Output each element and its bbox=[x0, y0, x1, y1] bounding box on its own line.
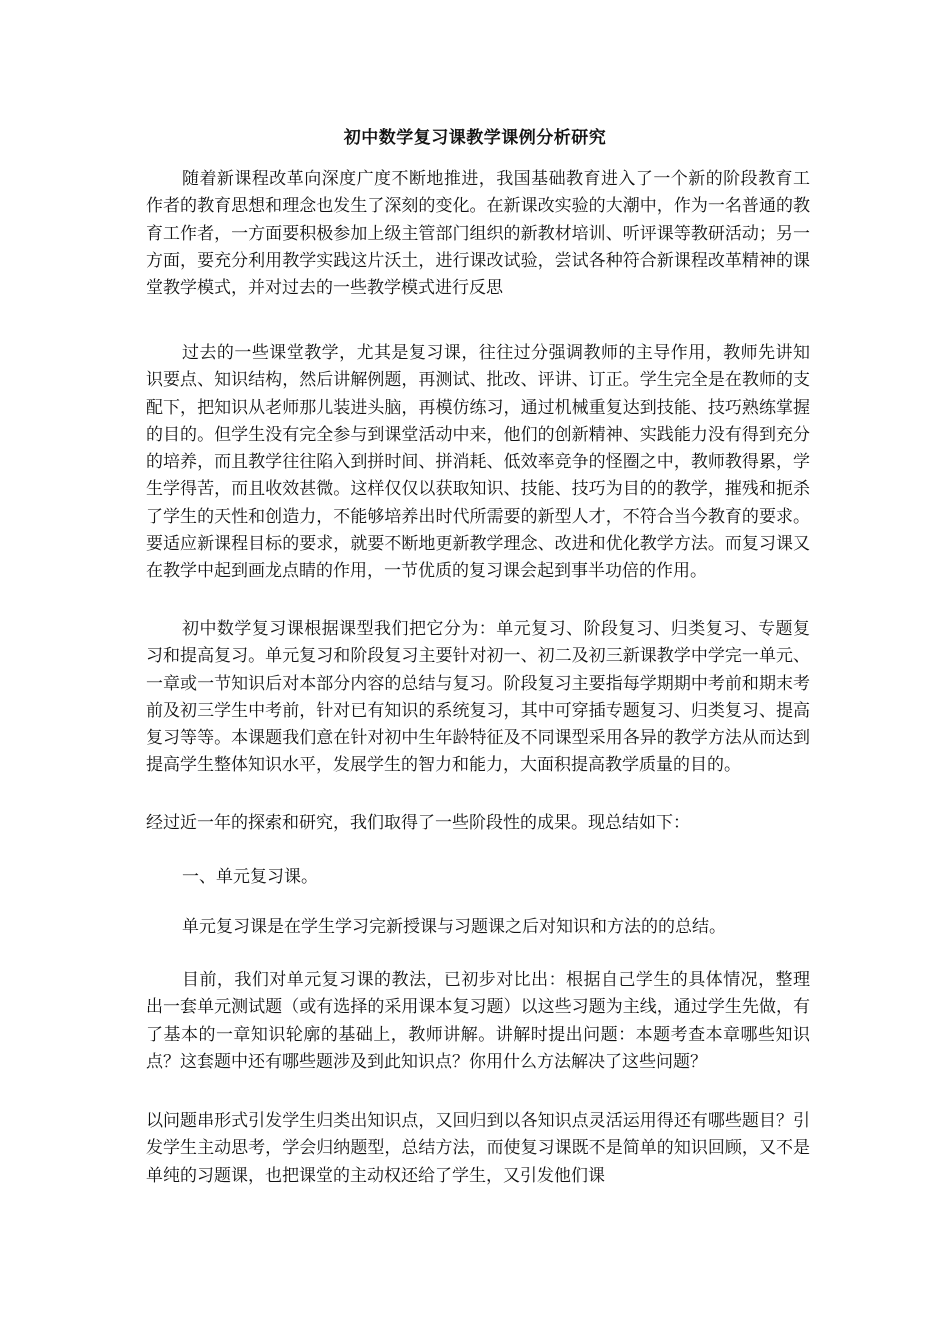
paragraph-5: 单元复习课是在学生学习完新授课与习题课之后对知识和方法的的总结。 bbox=[182, 917, 726, 937]
paragraph-2: 过去的一些课堂教学，尤其是复习课，往往过分强调教师的主导作用，教师先讲知识要点、知识结构，然后讲解例题，再测试、批改、评讲、订正。学生完全是在教师的支配下，把知识从老师那儿装进头脑，再模仿练习，通过机械重复达到技能、技巧熟练掌握的目的。但学生没有完全参与到课堂活动中来，他们的创新精神、实践能力没有得到充分的培养，而且教学往往陷入到拼时间、拼消耗、低效率竞争的怪圈之中，教师教得累，学生学得苦，而且收效甚微。这样仅仅以获取知识、技能、技巧为目的的教学，摧残和扼杀了学生的天性和创造力，不能够培养出时代所需要的新型人才，不符合当今教育的要求。要适应新课程目标的要求，就要不断地更新教学理念、改进和优化教学方法。而复习课又在教学中起到画龙点睛的作用，一节优质的复习课会起到事半功倍的作用。 bbox=[146, 343, 810, 582]
paragraph-4: 经过近一年的探索和研究，我们取得了一些阶段性的成果。现总结如下： bbox=[146, 813, 690, 833]
document-title: 初中数学复习课教学课例分析研究 bbox=[343, 128, 607, 148]
paragraph-6: 目前，我们对单元复习课的教法，已初步对比出：根据自己学生的具体情况，整理出一套单元测试题（或有选择的采用课本复习题）以这些习题为主线，通过学生先做，有了基本的一章知识轮廓的基础上，教师讲解。讲解时提出问题：本题考查本章哪些知识点？这套题中还有哪些题涉及到此知识点？你用什么方法解决了这些问题？ bbox=[146, 970, 810, 1072]
section-heading-1: 一、单元复习课。 bbox=[182, 867, 318, 887]
paragraph-7: 以问题串形式引发学生归类出知识点，又回归到以各知识点灵活运用得还有哪些题目？引发学生主动思考，学会归纳题型，总结方法，而使复习课既不是简单的知识回顾，又不是单纯的习题课，也把课堂的主动权还给了学生，又引发他们课 bbox=[146, 1111, 810, 1186]
paragraph-3: 初中数学复习课根据课型我们把它分为：单元复习、阶段复习、归类复习、专题复习和提高复习。单元复习和阶段复习主要针对初一、初二及初三新课教学中学完一单元、一章或一节知识后对本部分内容的总结与复习。阶段复习主要指每学期期中考前和期末考前及初三学生中考前，针对已有知识的系统复习，其中可穿插专题复习、归类复习、提高复习等等。本课题我们意在针对初中生年龄特征及不同课型采用各异的教学方法从而达到提高学生整体知识水平，发展学生的智力和能力，大面积提高教学质量的目的。 bbox=[146, 619, 810, 776]
paragraph-1: 随着新课程改革向深度广度不断地推进，我国基础教育进入了一个新的阶段教育工作者的教育思想和理念也发生了深刻的变化。在新课改实验的大潮中，作为一名普通的教育工作者，一方面要积极参加上级主管部门组织的新教材培训、听评课等教研活动；另一方面，要充分利用教学实践这片沃土，进行课改试验，尝试各种符合新课程改革精神的课堂教学模式，并对过去的一些教学模式进行反思 bbox=[146, 169, 810, 299]
